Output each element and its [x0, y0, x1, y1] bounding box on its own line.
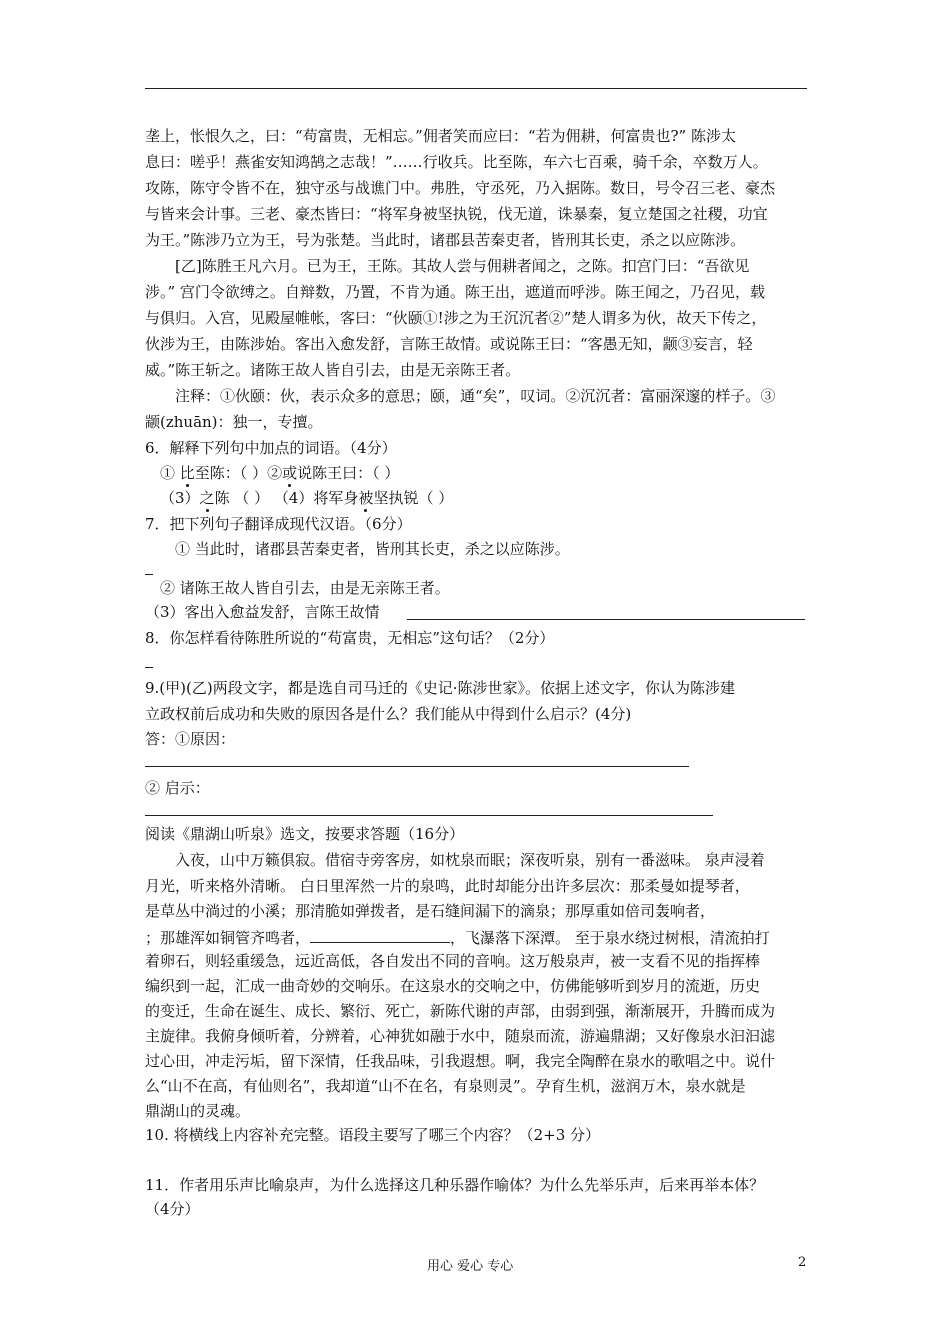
item-text: 坚执锐（ ） — [373, 489, 454, 507]
passage-jia-line: 为王。”陈涉乃立为王，号为张楚。当此时，诸郡县苦秦吏者，皆刑其长吏，杀之以应陈涉。 — [145, 231, 746, 249]
item-text: 陈 （ ） （4）将军身 — [214, 489, 359, 507]
question-9-stem: 立政权前后成功和失败的原因各是什么？我们能从中得到什么启示？(4分) — [145, 705, 632, 723]
question-6-stem: 6．解释下列句中加点的词语。（4分） — [145, 439, 397, 457]
reading-line: 是草丛中淌过的小溪；那清脆如弹拨者，是石缝间漏下的滴泉；那厚重如倍司轰响者， — [145, 902, 716, 920]
question-6-item-row — [160, 463, 399, 485]
answer-line — [407, 619, 805, 620]
question-11-stem: 11．作者用乐声比喻泉声，为什么选择这几种乐器作喻体？为什么先举乐声，后来再举本体？ — [145, 1176, 765, 1194]
reading-line: 编织到一起，汇成一曲奇妙的交响乐。在这泉水的交响之中，仿佛能够听到岁月的流逝，历史 — [145, 977, 761, 995]
question-10-stem: 10. 将横线上内容补充完整。语段主要写了哪三个内容？（2+3 分） — [145, 1126, 601, 1144]
question-6-item-row — [160, 488, 453, 510]
passage-jia-line: 垄上，怅恨久之，曰：“苟富贵，无相忘。”佣者笑而应曰：“若为佣耕，何富贵也?” 陈涉太 — [145, 127, 736, 145]
header-rule — [145, 88, 807, 89]
item-text: ① — [160, 464, 180, 482]
fill-blank[interactable] — [310, 926, 450, 943]
question-11-stem: （4分） — [145, 1200, 200, 1218]
passage-yi-line: 与俱归。入宫，见殿屋帷帐，客曰：“伙颐①!涉之为王沉沉者②”楚人谓多为伙，故天下传之， — [145, 309, 767, 327]
answer-line — [145, 815, 713, 816]
passage-yi-line: 威。”陈王斩之。诸陈王故人皆自引去，由是无亲陈王者。 — [145, 361, 521, 379]
page-number: 2 — [798, 1255, 807, 1270]
question-7-stem: 7．把下列句子翻译成现代汉语。（6分） — [145, 515, 412, 533]
dotted-word: 被 — [358, 489, 374, 507]
reading-line: 鼎湖山的灵魂。 — [145, 1102, 251, 1120]
reading-line: 主旋律。我俯身倾听着，分辨着，心神犹如融于水中，随泉而流，游遍鼎湖；又好像泉水汩汩滤 — [145, 1027, 776, 1045]
answer-line — [145, 766, 689, 767]
passage-yi-line: 伙涉为王，由陈涉始。客出入愈发舒，言陈王故情。或说陈王曰：“客愚无知，颛③妄言，轻 — [145, 335, 753, 353]
question-9-stem: 9.(甲)(乙)两段文字，都是选自司马迁的《史记·陈涉世家》。依据上述文字，你认为陈涉建 — [145, 679, 735, 697]
reading-line: 月光，听来格外清晰。 白日里浑然一片的泉鸣，此时却能分出许多层次：那柔曼如提琴者， — [145, 877, 750, 895]
reading-line: 过心田，冲走污垢，留下深情，任我品味，引我遐想。啊，我完全陶醉在泉水的歌唱之中。说什 — [145, 1052, 776, 1070]
answer-label-insight: ② 启示： — [145, 779, 210, 797]
passage-jia-line: 攻陈，陈守令皆不在，独守丞与战谯门中。弗胜，守丞死，乃入据陈。数日，号令召三老、豪杰 — [145, 179, 776, 197]
translate-sentence-1: ① 当此时，诸郡县苦秦吏者，皆刑其长吏，杀之以应陈涉。 — [175, 540, 570, 558]
reading-text: ，飞瀑落下深潭。 至于泉水绕过树根，清流拍打 — [450, 929, 770, 947]
translate-sentence-2: ② 诸陈王故人皆自引去，由是无亲陈王者。 — [160, 579, 450, 597]
passage-jia-line: 与皆来会计事。三老、豪杰皆曰：“将军身被坚执锐，伐无道，诛暴秦，复立楚国之社稷，功宜 — [145, 205, 768, 223]
dotted-word: 比 — [179, 464, 195, 482]
question-8-stem: 8．你怎样看待陈胜所说的“苟富贵，无相忘”这句话？（2分） — [145, 629, 555, 647]
annotation-line: 颛(zhuān)：独一，专擅。 — [145, 413, 323, 431]
item-text: 说陈王曰：（ ） — [297, 464, 400, 482]
dotted-word: 或 — [282, 464, 298, 482]
passage-yi-line: 涉。” 宫门令欲缚之。自辩数，乃置，不肯为通。陈王出，遮道而呼涉。陈王闻之，乃召见，载 — [145, 283, 765, 301]
translate-sentence-3: （3）客出入愈益发舒，言陈王故情 — [145, 603, 380, 621]
passage-jia-line: 息曰：嗟乎！燕雀安知鸿鹄之志哉！”……行收兵。比至陈，车六七百乘，骑千余，卒数万人。 — [145, 153, 768, 171]
reading-title: 阅读《鼎湖山听泉》选文，按要求答题（16分） — [145, 825, 465, 843]
reading-line: 么“山不在高，有仙则名”，我却道“山不在名，有泉则灵”。孕育生机，滋润万木，泉水就是 — [145, 1077, 746, 1095]
item-text: 至陈：（ ）② — [194, 464, 283, 482]
dotted-word: 之 — [199, 489, 215, 507]
answer-label-reason: 答：①原因： — [145, 730, 236, 748]
reading-line-with-blank — [145, 926, 770, 948]
reading-line: 入夜，山中万籁俱寂。借宿寺旁客房，如枕泉而眠；深夜听泉，别有一番滋味。 泉声浸着 — [175, 851, 765, 869]
footer-text: 用心 爱心 专心 — [427, 1259, 514, 1274]
annotation-line: 注释：①伙颐：伙，表示众多的意思；颐，通“矣”，叹词。②沉沉者：富丽深邃的样子。③ — [175, 387, 776, 405]
reading-line: 着卵石，则轻重缓急，远近高低，各自发出不同的音响。这万般泉声，被一支看不见的指挥棒 — [145, 952, 761, 970]
answer-line-short — [145, 574, 153, 575]
reading-text: ；那雄浑如铜管齐鸣者， — [145, 929, 311, 947]
reading-line: 的变迁，生命在诞生、成长、繁衍、死亡，新陈代谢的声部，由弱到强，渐渐展开，升腾而成为 — [145, 1002, 776, 1020]
passage-yi-line: [乙]陈胜王凡六月。已为王，王陈。其故人尝与佣耕者闻之，之陈。扣宫门曰：“吾欲见 — [175, 257, 750, 275]
answer-line-short — [145, 667, 153, 668]
item-text: （3） — [160, 489, 200, 507]
